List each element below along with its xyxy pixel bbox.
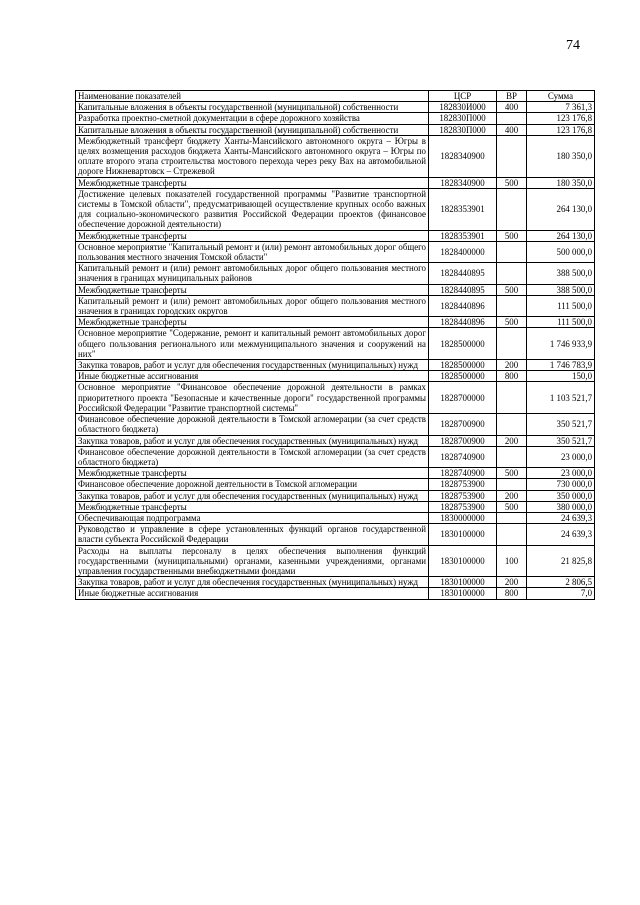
row-csr: 1828340900 <box>429 177 497 188</box>
table-row <box>76 188 595 230</box>
row-vr: 500 <box>497 284 527 295</box>
row-csr: 1830100000 <box>429 524 497 545</box>
row-name: Обеспечивающая подпрограмма <box>76 512 429 523</box>
row-vr: 500 <box>497 230 527 241</box>
row-name: Межбюджетные трансферты <box>76 317 429 328</box>
table-row <box>76 113 595 124</box>
row-csr: 1830100000 <box>429 577 497 588</box>
row-name: Закупка товаров, работ и услуг для обеспечения государственных (муниципальных) нужд <box>76 435 429 446</box>
row-vr: 200 <box>497 435 527 446</box>
row-name: Капитальные вложения в объекты государственной (муниципальной) собственности <box>76 124 429 135</box>
table-row <box>76 501 595 512</box>
row-csr: 1828753900 <box>429 490 497 501</box>
row-vr <box>497 414 527 435</box>
row-csr: 1828700000 <box>429 382 497 414</box>
row-csr: 1830100000 <box>429 588 497 599</box>
row-csr: 1828753900 <box>429 479 497 490</box>
row-name: Основное мероприятие "Содержание, ремонт и капитальный ремонт автомобильных дорог общего пользования регионального или межмуниципального значения и сооружений на них" <box>76 328 429 360</box>
table-row <box>76 577 595 588</box>
table-row <box>76 545 595 577</box>
row-name: Иные бюджетные ассигнования <box>76 371 429 382</box>
row-csr: 1828400000 <box>429 241 497 262</box>
row-vr <box>497 524 527 545</box>
row-vr <box>497 241 527 262</box>
row-sum: 21 825,8 <box>527 545 595 577</box>
row-csr: 1828700900 <box>429 414 497 435</box>
row-name: Капитальный ремонт и (или) ремонт автомобильных дорог общего пользования местного значения в границах городских округов <box>76 295 429 316</box>
row-csr: 1828353901 <box>429 188 497 230</box>
row-sum: 1 103 521,7 <box>527 382 595 414</box>
row-csr: 1828440895 <box>429 284 497 295</box>
row-name: Межбюджетные трансферты <box>76 501 429 512</box>
table-row <box>76 102 595 113</box>
row-csr: 1828440895 <box>429 263 497 284</box>
row-name: Закупка товаров, работ и услуг для обеспечения государственных (муниципальных) нужд <box>76 577 429 588</box>
row-csr: 1828500000 <box>429 360 497 371</box>
table-row <box>76 328 595 360</box>
budget-table <box>75 90 595 600</box>
row-csr: 1828500000 <box>429 371 497 382</box>
row-vr: 500 <box>497 177 527 188</box>
table-row <box>76 468 595 479</box>
table-row <box>76 588 595 599</box>
row-sum: 264 130,0 <box>527 188 595 230</box>
row-vr <box>497 263 527 284</box>
table-row <box>76 295 595 316</box>
row-name: Закупка товаров, работ и услуг для обеспечения государственных (муниципальных) нужд <box>76 490 429 501</box>
table-row <box>76 284 595 295</box>
row-vr: 800 <box>497 588 527 599</box>
row-name: Межбюджетный трансферт бюджету Ханты-Мансийского автономного округа – Югры в целях возмещения расходов бюджета Ханты-Мансийского автономного округа – Югры по оплате второго этапа строительства мостового перехода через реку Вах на автомобильной дороге Нижневартовск – Стрежевой <box>76 135 429 177</box>
row-name: Межбюджетные трансферты <box>76 284 429 295</box>
row-csr: 1828440896 <box>429 317 497 328</box>
row-sum: 123 176,8 <box>527 113 595 124</box>
row-vr <box>497 446 527 467</box>
row-csr: 182830И000 <box>429 102 497 113</box>
row-sum: 24 639,3 <box>527 512 595 523</box>
row-csr: 1830100000 <box>429 545 497 577</box>
row-csr: 1830000000 <box>429 512 497 523</box>
row-sum: 380 000,0 <box>527 501 595 512</box>
table-row <box>76 490 595 501</box>
row-vr <box>497 113 527 124</box>
row-csr: 1828740900 <box>429 446 497 467</box>
row-name: Межбюджетные трансферты <box>76 177 429 188</box>
row-name: Основное мероприятие "Капитальный ремонт и (или) ремонт автомобильных дорог общего пользования местного значения Томской области" <box>76 241 429 262</box>
row-sum: 7,0 <box>527 588 595 599</box>
table-row <box>76 446 595 467</box>
table-row <box>76 435 595 446</box>
row-vr <box>497 479 527 490</box>
table-row <box>76 371 595 382</box>
row-sum: 23 000,0 <box>527 446 595 467</box>
header-name: Наименование показателей <box>76 91 429 102</box>
row-name: Достижение целевых показателей государственной программы "Развитие транспортной системы в Томской области", предусматривающей осуществление крупных особо важных для социально-экономического развития Российской Федерации проектов (финансовое обеспечение дорожной деятельности) <box>76 188 429 230</box>
row-name: Финансовое обеспечение дорожной деятельности в Томской агломерации <box>76 479 429 490</box>
row-vr: 400 <box>497 102 527 113</box>
row-csr: 1828740900 <box>429 468 497 479</box>
row-name: Расходы на выплаты персоналу в целях обеспечения выполнения функций государственными (муниципальными) органами, казенными учреждениями, органами управления государственными внебюджетными фондами <box>76 545 429 577</box>
table-row <box>76 124 595 135</box>
row-name: Закупка товаров, работ и услуг для обеспечения государственных (муниципальных) нужд <box>76 360 429 371</box>
table-row <box>76 382 595 414</box>
row-name: Основное мероприятие "Финансовое обеспечение дорожной деятельности в рамках приоритетного проекта "Безопасные и качественные дороги" государственной программы Российской Федерации "Развитие транспортной системы" <box>76 382 429 414</box>
row-vr <box>497 328 527 360</box>
row-sum: 350 521,7 <box>527 414 595 435</box>
table-row <box>76 135 595 177</box>
row-vr <box>497 295 527 316</box>
row-csr: 1828500000 <box>429 328 497 360</box>
row-sum: 24 639,3 <box>527 524 595 545</box>
row-sum: 1 746 933,9 <box>527 328 595 360</box>
table-row <box>76 512 595 523</box>
row-name: Иные бюджетные ассигнования <box>76 588 429 599</box>
row-name: Финансовое обеспечение дорожной деятельности в Томской агломерации (за счет средств областного бюджета) <box>76 446 429 467</box>
table-row <box>76 230 595 241</box>
row-csr: 1828340900 <box>429 135 497 177</box>
row-vr: 200 <box>497 360 527 371</box>
row-sum: 350 521,7 <box>527 435 595 446</box>
table-row <box>76 263 595 284</box>
row-name: Межбюджетные трансферты <box>76 230 429 241</box>
row-vr: 800 <box>497 371 527 382</box>
row-name: Финансовое обеспечение дорожной деятельности в Томской агломерации (за счет средств областного бюджета) <box>76 414 429 435</box>
row-sum: 264 130,0 <box>527 230 595 241</box>
table-row <box>76 414 595 435</box>
row-name: Межбюджетные трансферты <box>76 468 429 479</box>
row-csr: 1828353901 <box>429 230 497 241</box>
row-vr: 400 <box>497 124 527 135</box>
row-sum: 350 000,0 <box>527 490 595 501</box>
row-sum: 500 000,0 <box>527 241 595 262</box>
header-vr: ВР <box>497 91 527 102</box>
row-sum: 23 000,0 <box>527 468 595 479</box>
row-csr: 1828440896 <box>429 295 497 316</box>
page-number: 74 <box>566 38 580 53</box>
row-vr: 500 <box>497 501 527 512</box>
row-sum: 730 000,0 <box>527 479 595 490</box>
table-row <box>76 317 595 328</box>
row-sum: 111 500,0 <box>527 317 595 328</box>
row-vr: 200 <box>497 577 527 588</box>
row-vr: 200 <box>497 490 527 501</box>
header-sum: Сумма <box>527 91 595 102</box>
row-csr: 1828753900 <box>429 501 497 512</box>
row-csr: 1828700900 <box>429 435 497 446</box>
table-row <box>76 524 595 545</box>
row-vr: 100 <box>497 545 527 577</box>
row-vr: 500 <box>497 317 527 328</box>
row-sum: 2 806,5 <box>527 577 595 588</box>
table-header-row <box>76 91 595 102</box>
row-csr: 182830П000 <box>429 113 497 124</box>
row-vr <box>497 188 527 230</box>
row-vr <box>497 382 527 414</box>
row-vr <box>497 135 527 177</box>
row-sum: 180 350,0 <box>527 135 595 177</box>
row-sum: 111 500,0 <box>527 295 595 316</box>
row-sum: 7 361,3 <box>527 102 595 113</box>
row-sum: 388 500,0 <box>527 284 595 295</box>
row-sum: 388 500,0 <box>527 263 595 284</box>
row-name: Капитальные вложения в объекты государственной (муниципальной) собственности <box>76 102 429 113</box>
row-sum: 123 176,8 <box>527 124 595 135</box>
row-vr: 500 <box>497 468 527 479</box>
row-name: Разработка проектно-сметной документации в сфере дорожного хозяйства <box>76 113 429 124</box>
row-vr <box>497 512 527 523</box>
header-csr: ЦСР <box>429 91 497 102</box>
row-csr: 182830П000 <box>429 124 497 135</box>
table-row <box>76 241 595 262</box>
row-sum: 180 350,0 <box>527 177 595 188</box>
table-row <box>76 360 595 371</box>
row-name: Капитальный ремонт и (или) ремонт автомобильных дорог общего пользования местного значения в границах муниципальных районов <box>76 263 429 284</box>
row-name: Руководство и управление в сфере установленных функций органов государственной власти субъекта Российской Федерации <box>76 524 429 545</box>
row-sum: 150,0 <box>527 371 595 382</box>
table-row <box>76 177 595 188</box>
row-sum: 1 746 783,9 <box>527 360 595 371</box>
table-row <box>76 479 595 490</box>
